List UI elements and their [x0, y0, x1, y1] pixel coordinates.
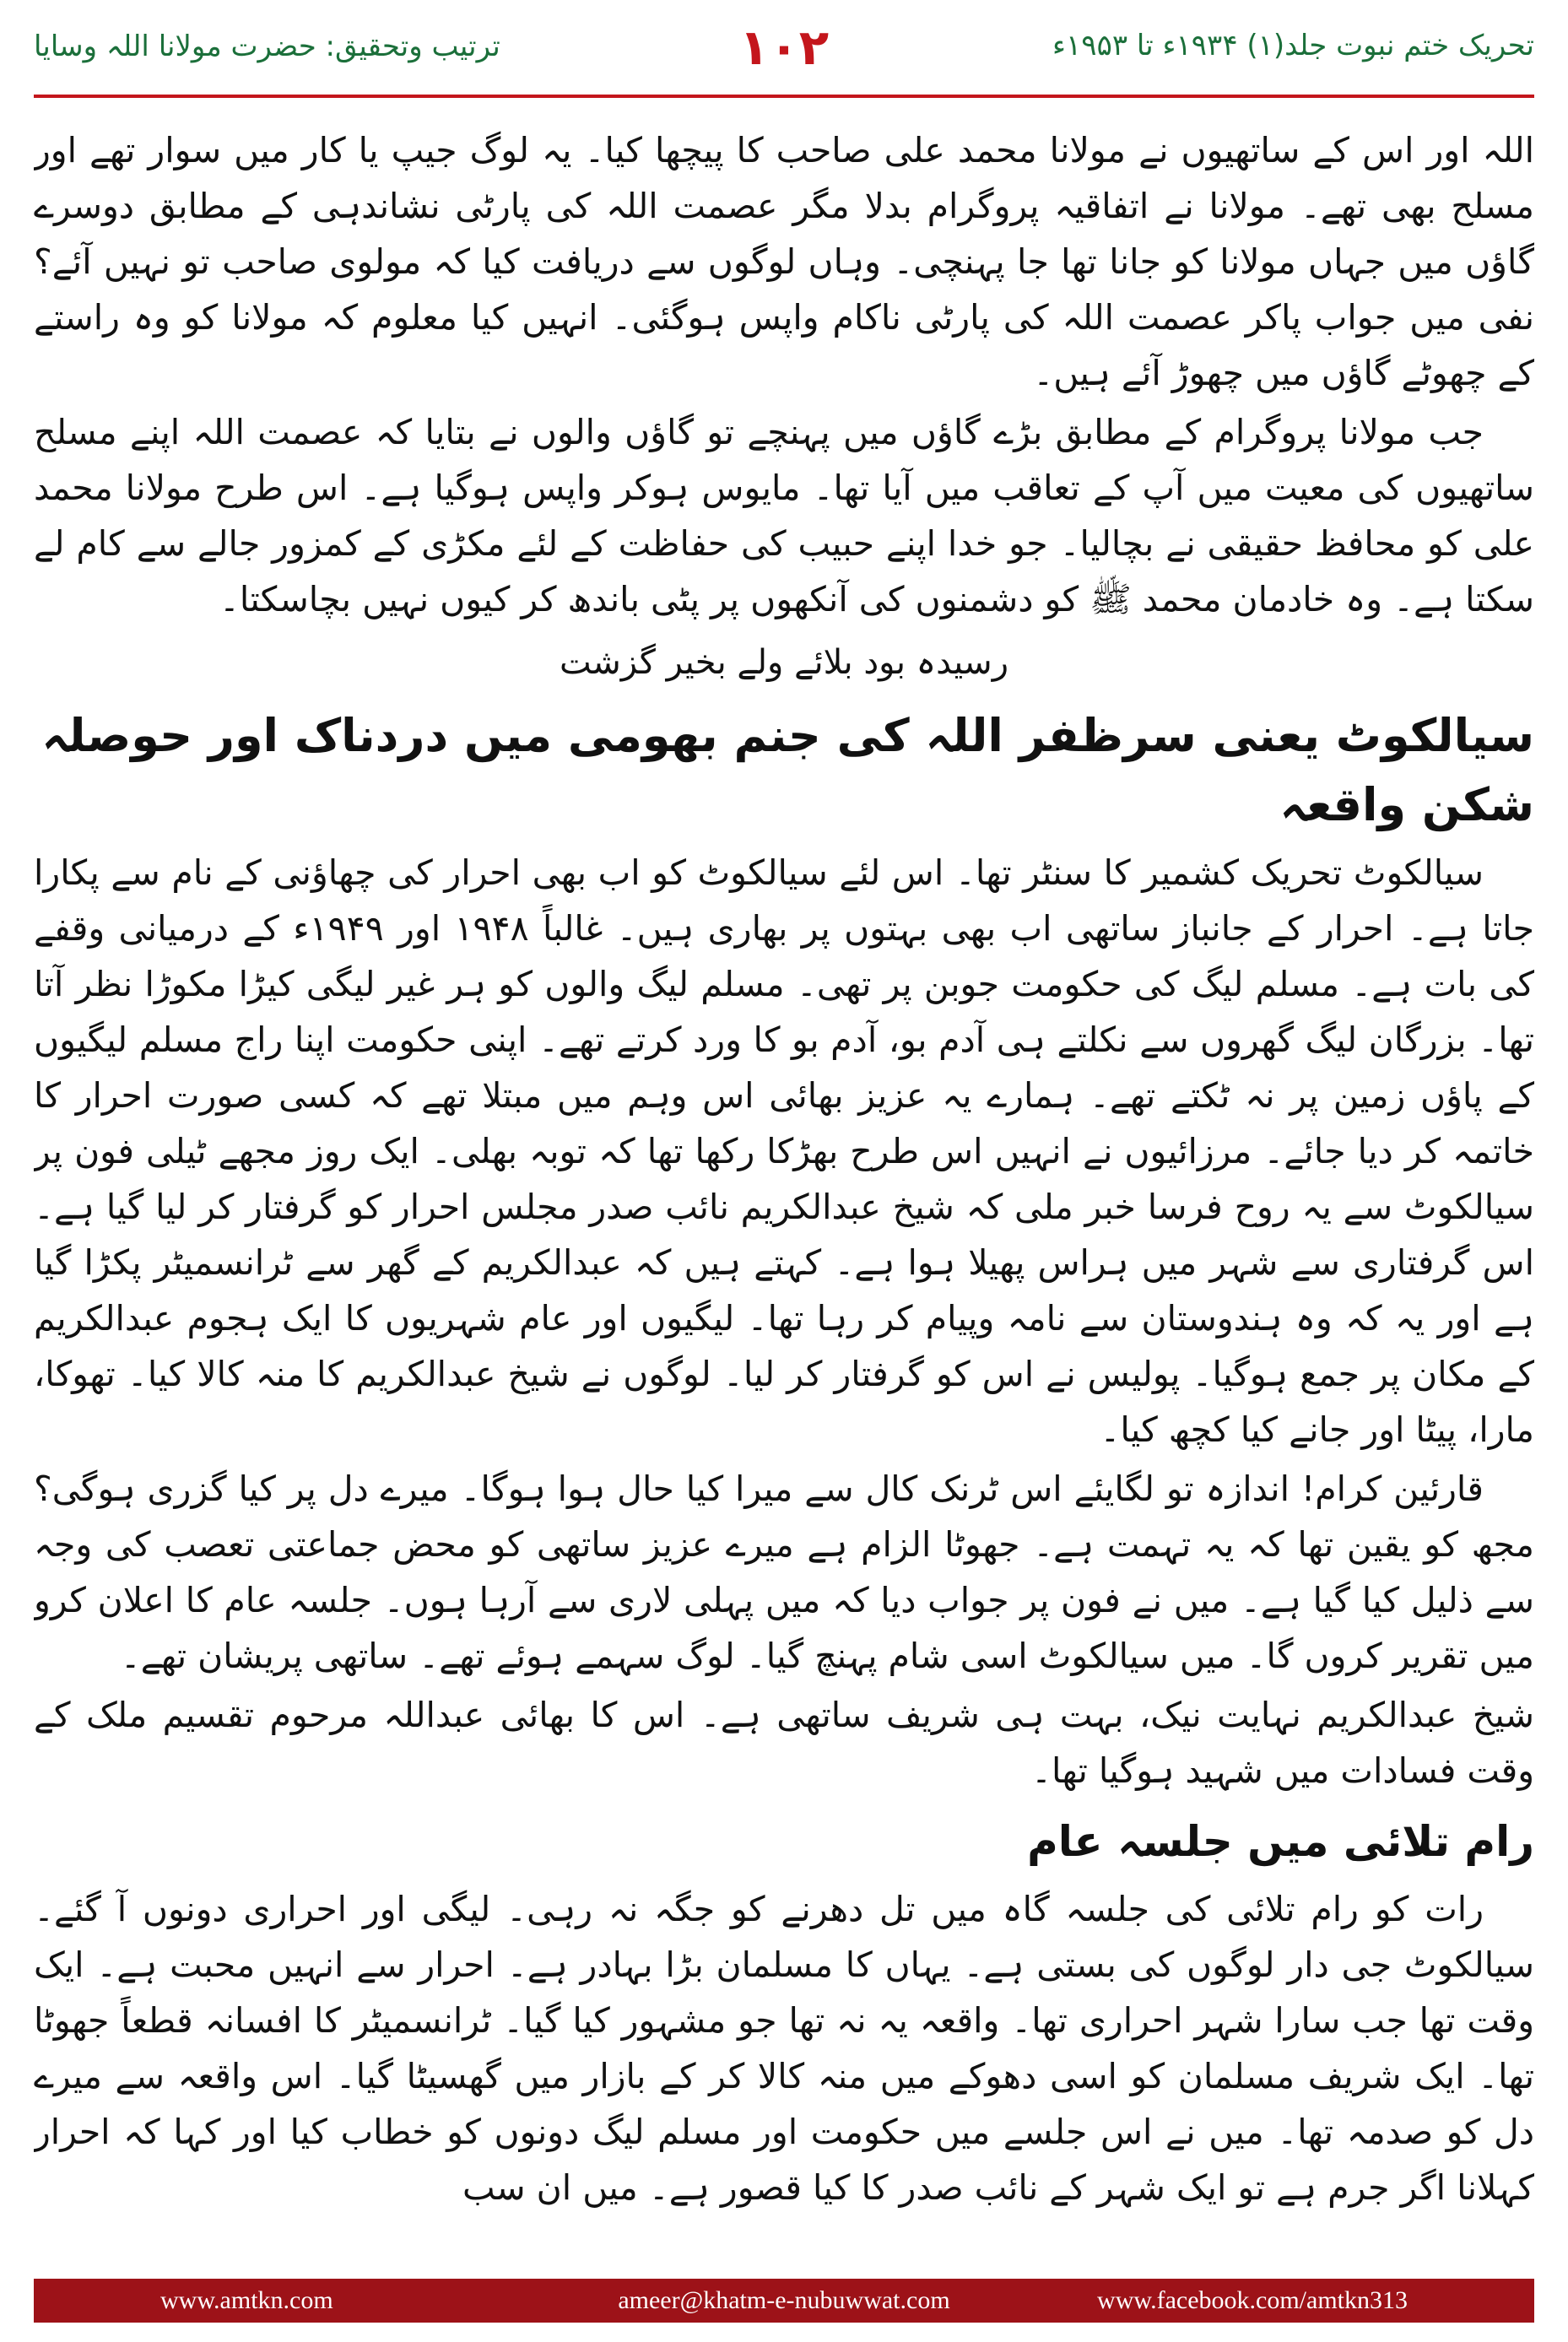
paragraph: شیخ عبدالکریم نہایت نیک، بہت ہی شریف ساتھی ہے۔ اس کا بھائی عبداللہ مرحوم تقسیم ملک کے وقت فسادات میں شہید ہوگیا تھا۔	[34, 1695, 1534, 1791]
paragraph: رات کو رام تلائی کی جلسہ گاہ میں تل دھرنے کو جگہ نہ رہی۔ لیگی اور احراری دونوں آ گئے۔ سیالکوٹ جی دار لوگوں کی بستی ہے۔ یہاں کا مسلمان بڑا بہادر ہے۔ احرار سے انہیں محبت ہے۔ ایک وقت تھا جب سارا شہر احراری تھا۔ واقعہ یہ نہ تھا جو مشہور کیا گیا۔ ٹرانسمیٹر کا افسانہ قطعاً جھوٹا تھا۔ ایک شریف مسلمان کو اسی دھوکے میں منہ کالا کر کے بازار میں گھسیٹا گیا۔ اس واقعہ سے میرے دل کو صدمہ تھا۔ میں نے اس جلسے میں حکومت اور مسلم لیگ دونوں کو خطاب کیا اور کہا کہ احرار کہلانا اگر جرم ہے تو ایک شہر کے نائب صدر کا کیا قصور ہے۔ میں ان سب	[34, 1889, 1534, 2208]
paragraph: اللہ اور اس کے ساتھیوں نے مولانا محمد علی صاحب کا پیچھا کیا۔ یہ لوگ جیپ یا کار میں سوار تھے اور مسلح بھی تھے۔ مولانا نے اتفاقیہ پروگرام بدلا مگر عصمت اللہ کی پارٹی نشاندہی کے مطابق دوسرے گاؤں میں جہاں مولانا کو جانا تھا جا پہنچی۔ وہاں لوگوں سے دریافت کیا کہ مولوی صاحب تو نہیں آئے؟ نفی میں جواب پاکر عصمت اللہ کی پارٹی ناکام واپس ہوگئی۔ انہیں کیا معلوم کہ مولانا کو وہ راستے کے چھوٹے گاؤں میں چھوڑ آئے ہیں۔	[34, 130, 1534, 393]
footer-website-link[interactable]: www.amtkn.com	[160, 2286, 333, 2314]
header-compiler-credit: ترتیب وتحقیق: حضرت مولانا اللہ وسایا	[34, 30, 500, 63]
persian-verse: رسیدہ بود بلائے ولے بخیر گزشت	[559, 643, 1009, 682]
section-heading-ram-talai: رام تلائی میں جلسہ عام	[1027, 1817, 1534, 1866]
page-number: ۱۰۲	[738, 19, 830, 76]
paragraph: قارئین کرام! اندازہ تو لگایئے اس ٹرنک کال سے میرا کیا حال ہوا ہوگا۔ میرے دل پر کیا گزری ہوگی؟ مجھ کو یقین تھا کہ یہ تہمت ہے۔ جھوٹا الزام ہے میرے عزیز ساتھی کو محض جماعتی تعصب کی وجہ سے ذلیل کیا گیا ہے۔ میں نے فون پر جواب دیا کہ میں پہلی لاری سے آرہا ہوں۔ جلسہ عام کا اعلان کرو میں تقریر کروں گا۔ میں سیالکوٹ اسی شام پہنچ گیا۔ لوگ سہمے ہوئے تھے۔ ساتھی پریشان تھے۔	[34, 1468, 1534, 1676]
page-header	[0, 0, 1568, 93]
page-footer	[34, 2279, 1534, 2323]
footer-facebook-link[interactable]: www.facebook.com/amtkn313	[1097, 2286, 1408, 2314]
section-heading-sialkot: سیالکوٹ یعنی سرظفر اللہ کی جنم بھومی میں دردناک اور حوصلہ شکن واقعہ	[41, 709, 1534, 831]
footer-email-link[interactable]: ameer@khatm-e-nubuwwat.com	[618, 2286, 950, 2314]
header-book-title: تحریک ختم نبوت جلد(۱) ۱۹۳۴ء تا ۱۹۵۳ء	[1052, 29, 1534, 62]
paragraph: سیالکوٹ تحریک کشمیر کا سنٹر تھا۔ اس لئے سیالکوٹ کو اب بھی احرار کی چھاؤنی کے نام سے پکارا جاتا ہے۔ احرار کے جانباز ساتھی اب بھی بہتوں پر بھاری ہیں۔ غالباً ۱۹۴۸ اور ۱۹۴۹ء کے درمیانی وقفے کی بات ہے۔ مسلم لیگ کی حکومت جوبن پر تھی۔ مسلم لیگ والوں کو ہر غیر لیگی کیڑا مکوڑا نظر آتا تھا۔ بزرگان لیگ گھروں سے نکلتے ہی آدم بو، آدم بو کا ورد کرتے تھے۔ اپنی حکومت اپنا راج مسلم لیگیوں کے پاؤں زمین پر نہ ٹکتے تھے۔ ہمارے یہ عزیز بھائی اس وہم میں مبتلا تھے کہ کسی صورت احرار کا خاتمہ کر دیا جائے۔ مرزائیوں نے انہیں اس طرح بھڑکا رکھا تھا کہ توبہ بھلی۔ ایک روز مجھے ٹیلی فون پر سیالکوٹ سے یہ روح فرسا خبر ملی کہ شیخ عبدالکریم نائب صدر مجلس احرار کو گرفتار کر لیا گیا ہے۔ اس گرفتاری سے شہر میں ہراس پھیلا ہوا ہے۔ کہتے ہیں کہ عبدالکریم کے گھر سے ٹرانسمیٹر پکڑا گیا ہے اور یہ کہ وہ ہندوستان سے نامہ وپیام کر رہا تھا۔ لیگیوں اور عام شہریوں کا ایک ہجوم عبدالکریم کے مکان پر جمع ہوگیا۔ پولیس نے اس کو گرفتار کر لیا۔ لوگوں نے شیخ عبدالکریم کا منہ کالا کیا۔ تھوکا، مارا، پیٹا اور جانے کیا کچھ کیا۔	[34, 852, 1534, 1450]
header-divider	[34, 95, 1534, 98]
page-body	[34, 122, 1534, 2270]
paragraph: جب مولانا پروگرام کے مطابق بڑے گاؤں میں پہنچے تو گاؤں والوں نے بتایا کہ عصمت اللہ اپنے مسلح ساتھیوں کی معیت میں آپ کے تعاقب میں آیا تھا۔ مایوس ہوکر واپس ہوگیا ہے۔ اس طرح مولانا محمد علی کو محافظ حقیقی نے بچالیا۔ جو خدا اپنے حبیب کی حفاظت کے لئے مکڑی کے کمزور جالے سے کام لے سکتا ہے۔ وہ خادمان محمد ﷺ کو دشمنوں کی آنکھوں پر پٹی باندھ کر کیوں نہیں بچاسکتا۔	[34, 412, 1534, 619]
